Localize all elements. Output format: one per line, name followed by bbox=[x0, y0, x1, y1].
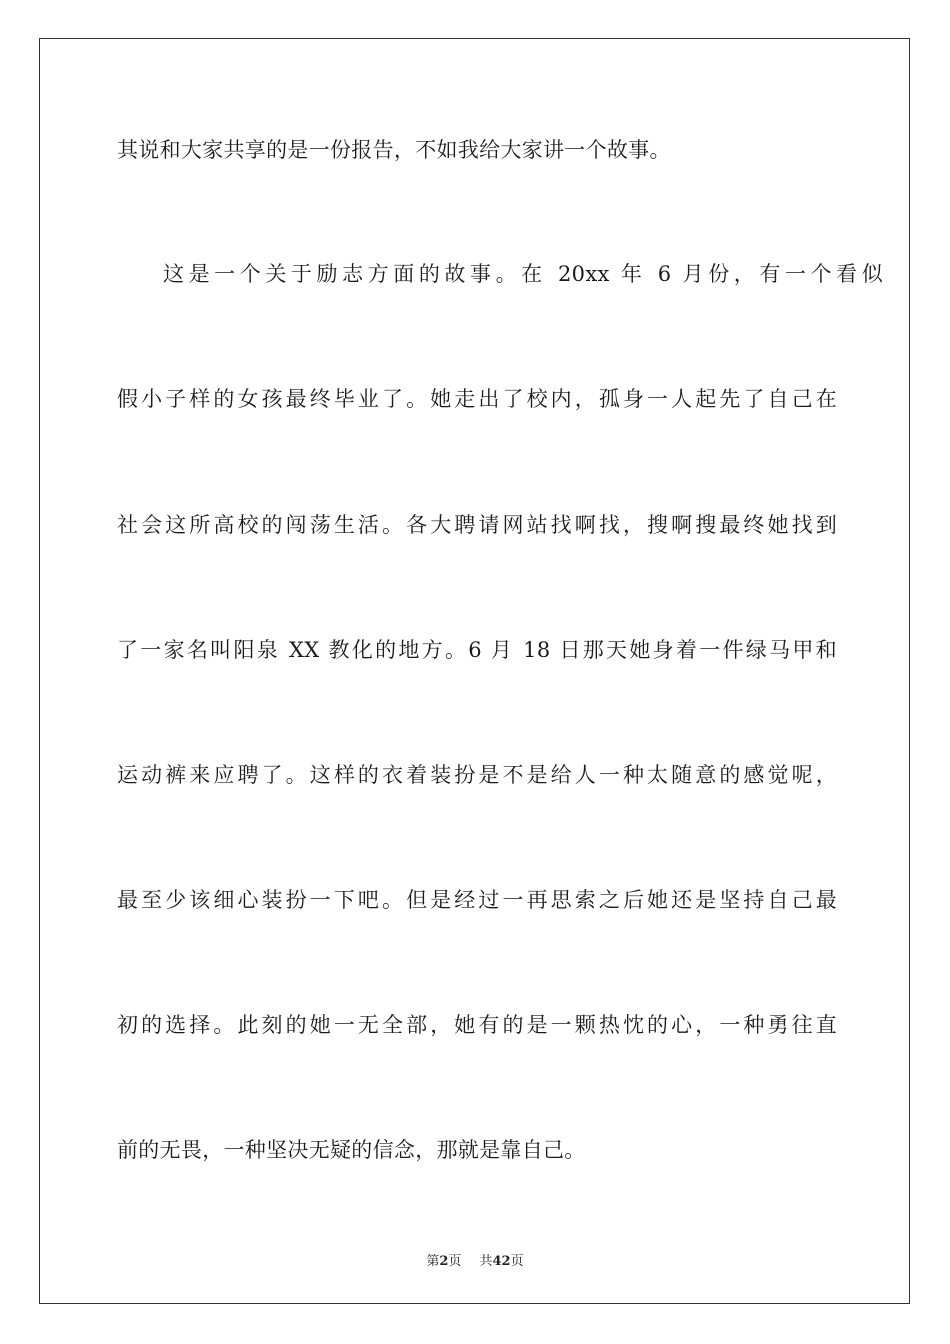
total-suffix: 页 bbox=[510, 1254, 524, 1269]
paragraph-line: 运动裤来应聘了。这样的衣着装扮是不是给人一种太随意的感觉呢， bbox=[117, 763, 837, 787]
paragraph-line: 社会这所高校的闯荡生活。各大聘请网站找啊找，搜啊搜最终她找到 bbox=[117, 513, 837, 537]
page-suffix: 页 bbox=[448, 1254, 462, 1269]
paragraph-line: 假小子样的女孩最终毕业了。她走出了校内，孤身一人起先了自己在 bbox=[117, 387, 837, 411]
paragraph-line: 前的无畏，一种坚决无疑的信念，那就是靠自己。 bbox=[117, 1138, 586, 1162]
paragraph-line: 其说和大家共享的是一份报告，不如我给大家讲一个故事。 bbox=[117, 138, 671, 162]
total-page-count: 42 bbox=[492, 1254, 511, 1269]
paragraph-line: 这是一个关于励志方面的故事。在 20xx 年 6 月份，有一个看似 bbox=[163, 262, 883, 286]
paragraph-line: 了一家名叫阳泉 XX 教化的地方。6 月 18 日那天她身着一件绿马甲和 bbox=[117, 638, 837, 662]
page-prefix: 第 bbox=[426, 1254, 440, 1269]
paragraph-line: 初的选择。此刻的她一无全部，她有的是一颗热忱的心，一种勇往直 bbox=[117, 1013, 837, 1037]
page-border bbox=[39, 38, 910, 1304]
page-footer bbox=[0, 1250, 950, 1269]
paragraph-line: 最至少该细心装扮一下吧。但是经过一再思索之后她还是坚持自己最 bbox=[117, 888, 837, 912]
current-page-number: 2 bbox=[439, 1254, 449, 1269]
total-prefix: 共 bbox=[479, 1254, 493, 1269]
